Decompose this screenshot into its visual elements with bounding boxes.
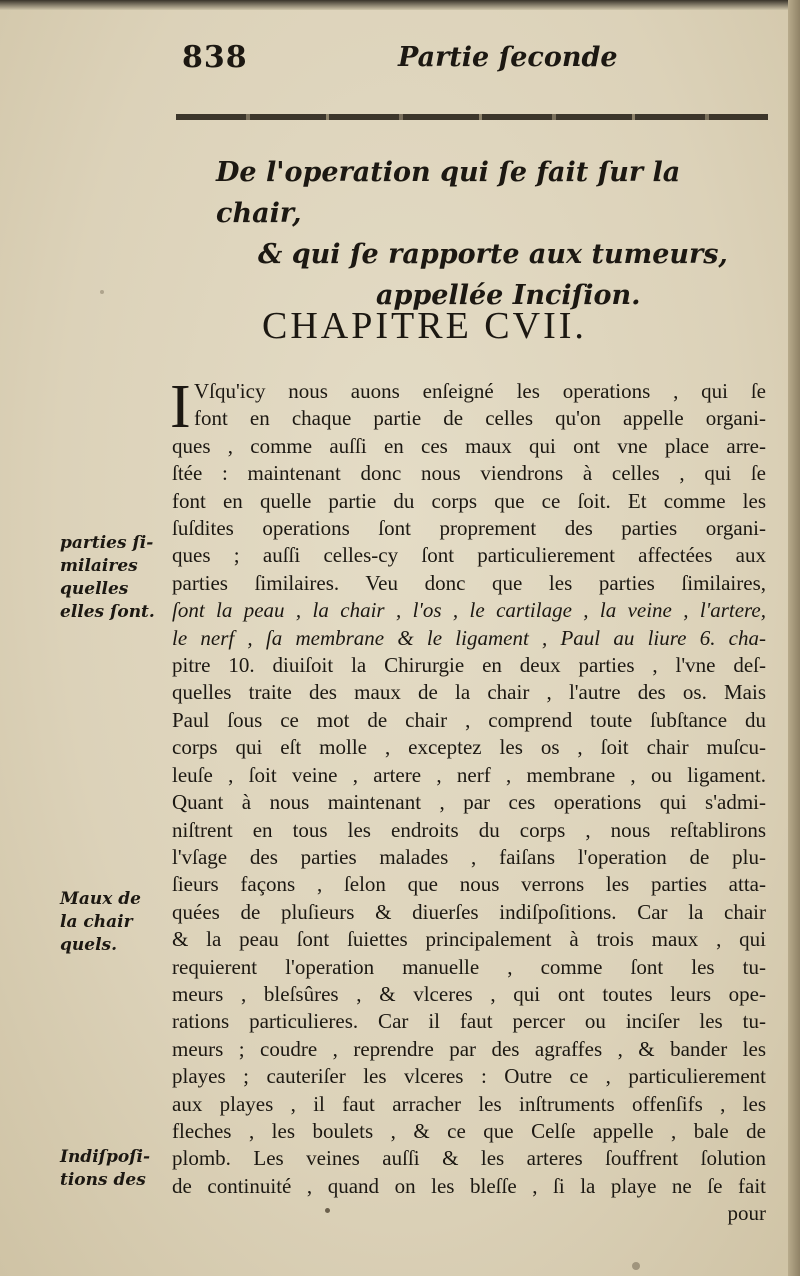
margin-note-line: milaires: [60, 556, 138, 576]
body-line: niſtrent en tous les endroits du corps , nous reſtablirons: [172, 817, 766, 842]
margin-note-line: quels.: [60, 935, 118, 955]
margin-note-line: la chair: [60, 912, 133, 932]
body-line: parties ſimilaires. Veu donc que les parties ſimilaires,: [172, 570, 766, 595]
page-number: 838: [182, 40, 248, 75]
body-line: & la peau ſont ſuiettes principalement à trois maux , qui: [172, 927, 766, 952]
body-line: ques ; auſſi celles-cy ſont particulierement affectées aux: [172, 543, 766, 568]
margin-note-line: Maux de: [60, 889, 141, 909]
margin-note-parties-similaires: [60, 532, 170, 624]
section-title-line: De l'operation qui ſe fait ſur la chair,: [216, 157, 681, 229]
catchword: pour: [727, 1201, 766, 1226]
body-line: corps qui eſt molle , exceptez les os , ſoit chair muſcu-: [172, 735, 766, 760]
margin-note-line: parties ſi-: [60, 533, 154, 553]
body-line: plomb. Les veines auſſi & les arteres ſouffrent ſolution: [172, 1146, 766, 1171]
body-line: quelles traite des maux de la chair , l'autre des os. Mais: [172, 680, 766, 705]
body-line: rations particulieres. Car il faut percer ou inciſer les tu-: [172, 1009, 766, 1034]
body-line: Vſqu'icy nous auons enſeigné les operations , qui ſe: [194, 379, 766, 403]
margin-note-line: Indiſpoſi-: [60, 1147, 151, 1167]
body-line: Paul ſous ce mot de chair , comprend toute ſubſtance du: [172, 707, 766, 732]
chapter-heading: CHAPITRE CVII.: [262, 305, 587, 347]
ornamental-rule: [176, 114, 768, 120]
body-line: leuſe , ſoit veine , artere , nerf , membrane , ou ligament.: [172, 762, 766, 787]
body-line: ſtée : maintenant donc nous viendrons à celles , qui ſe: [172, 461, 766, 486]
margin-note-line: quelles: [60, 579, 129, 599]
body-line: ſuſdites operations ſont proprement des parties organi-: [172, 516, 766, 541]
body-line: requierent l'operation manuelle , comme ſont les tu-: [172, 954, 766, 979]
body-line: ques , comme auſſi en ces maux qui ont vne place arre-: [172, 433, 766, 458]
ink-speck: [100, 290, 104, 294]
body-line: quées de pluſieurs & diuerſes indiſpoſitions. Car la chair: [172, 899, 766, 924]
section-title: [200, 152, 760, 316]
body-line: aux playes , il faut arracher les inſtruments offenſifs , les: [172, 1091, 766, 1116]
body-line: meurs , bleſsûres , & vlceres , qui ont toutes leurs ope-: [172, 981, 766, 1006]
body-line: fleches , les boulets , & ce que Celſe appelle , bale de: [172, 1118, 766, 1143]
margin-note-line: elles ſont.: [60, 602, 155, 622]
body-line: ſieurs façons , ſelon que nous verrons les parties atta-: [172, 872, 766, 897]
body-line: meurs ; coudre , reprendre par des agraffes , & bander les: [172, 1036, 766, 1061]
section-title-line: & qui ſe rapporte aux tumeurs,: [258, 239, 728, 270]
page-right-edge: [788, 0, 800, 1276]
body-line: pitre 10. diuiſoit la Chirurgie en deux parties , l'vne deſ-: [172, 653, 766, 678]
section-title-line: appellée Inciſion.: [376, 280, 641, 311]
body-line: font en quelle partie du corps que ce ſoit. Et comme les: [172, 488, 766, 513]
body-line: le nerf , ſa membrane & le ligament , Paul au liure 6. cha-: [172, 625, 766, 650]
body-line: Quant à nous maintenant , par ces operations qui s'admi-: [172, 790, 766, 815]
drop-cap: I: [170, 373, 191, 441]
margin-note-line: tions des: [60, 1170, 146, 1190]
body-line: ſont la peau , la chair , l'os , le cartilage , la veine , l'artere,: [172, 598, 766, 623]
ink-speck: [632, 1262, 640, 1270]
body-line: de continuité , quand on les bleſſe , ſi la playe ne ſe fait: [172, 1173, 766, 1198]
page-top-edge: [0, 0, 800, 10]
body-line: playes ; cauteriſer les vlceres : Outre ce , particulierement: [172, 1064, 766, 1089]
body-text: [170, 373, 766, 1228]
margin-note-maux-de-la-chair: [60, 888, 170, 957]
ink-speck: [325, 1208, 330, 1213]
body-line: l'vſage des parties malades , faiſans l'operation de plu-: [172, 844, 766, 869]
body-line: font en chaque partie de celles qu'on appelle organi-: [194, 406, 766, 431]
running-head: Partie ſeconde: [398, 42, 618, 73]
margin-note-indispositions: [60, 1146, 170, 1192]
